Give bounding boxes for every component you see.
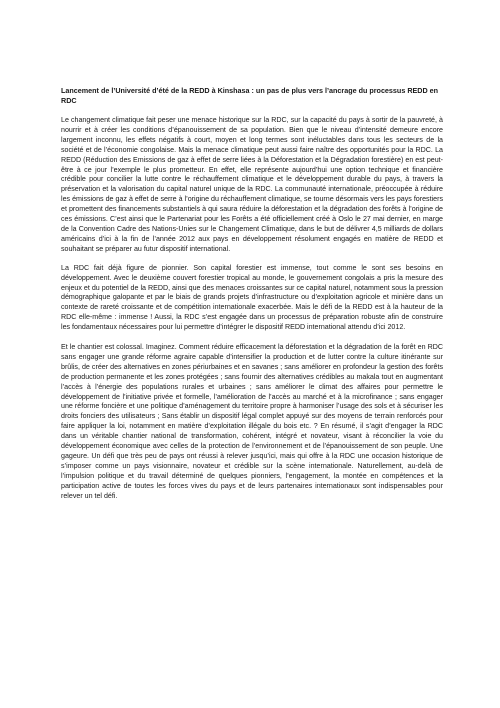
paragraph-1: Le changement climatique fait peser une menace historique sur la RDC, sur la capacité du pays à sortir de la pauvreté, à nourrir et à créer les conditions d’épanouissement de sa population. Bien que le niveau d’intensité demeure encore largement inconnu, les effets négatifs à court, moyen et long termes sont inéluctables dans tous les secteurs de la société et de l’économie congolaise. Mais la menace climatique peut aussi faire naître des opportunités pour la RDC. La REDD (Réduction des Emissions de gaz à effet de serre liées à la Déforestation et la Dégradation forestière) en est peut-être à ce jour l’exemple le plus prometteur. En effet, elle représente aujourd’hui une option technique et financière crédible pour concilier la lutte contre le réchauffement climatique et le développement durable du pays, à travers la préservation et la valorisation du capital naturel unique de la RDC. La communauté internationale, préoccupée à réduire les émissions de gaz à effet de serre à l’origine du réchauffement climatique, se tourne désormais vers les pays forestiers et promettent des financements substantiels à qui saura réduire la déforestation et la dégradation des forêts à l’origine de ces émissions. C’est ainsi que le Partenariat pour les Forêts a été officiellement créé à Oslo le 27 mai dernier, en marge de la Convention Cadre des Nations-Unies sur le Changement Climatique, dans le but de délivrer 4,5 milliards de dollars américains d’ici à la fin de l’année 2012 aux pays en développement résolument engagés en matière de REDD et souhaitant se préparer au futur dispositif international. xyxy=(61,116,443,253)
paragraph-3: Et le chantier est colossal. Imaginez. Comment réduire efficacement la déforestation et la dégradation de la forêt en RDC sans engager une grande réforme agraire capable d’intensifier la production et de lutter contre la culture itinérante sur brûlis, de créer des alternatives en zones périurbaines et en savanes ; sans améliorer en profondeur la gestion des forêts de production permanente et les zones protégées ; sans fournir des alternatives crédibles au makala tout en augmentant l’accès à l’énergie des populations rurales et urbaines ; sans améliorer le climat des affaires pour permettre le développement de l’initiative privée et formelle, l’amélioration de l’accès au marché et à la microfinance ; sans engager une réforme foncière et une politique d’aménagement du territoire propre à harmoniser l’usage des sols et à sécuriser les droits fonciers des utilisateurs ; Sans établir un dispositif légal complet appuyé sur des moyens de terrain renforcés pour faire appliquer la loi, notamment en matière d’exploitation illégale du bois etc. ? En résumé, il s’agit d’engager la RDC dans un véritable chantier national de transformation, cohérent, intégré et novateur, visant à réconcilier la voie du développement économique avec celles de la protection de l’environnement et de l’épanouissement de son peuple. Une gageure. Un défi que très peu de pays ont réussi à relever jusqu’ici, mais qui offre à la RDC une occasion historique de s’imposer comme un pays visionnaire, novateur et crédible sur la scène internationale. Naturellement, au-delà de l’impulsion politique et du travail déterminé de quelques pionniers, l’engagement, la montée en compétences et la participation active de toutes les forces vives du pays et de leurs partenaires internationaux sont indispensables pour relever un tel défi. xyxy=(61,343,443,500)
document-body xyxy=(61,116,443,502)
document-title: Lancement de l’Université d’été de la REDD à Kinshasa : un pas de plus vers l’ancrage du processus REDD en RDC xyxy=(61,86,439,105)
paragraph-2: La RDC fait déjà figure de pionnier. Son capital forestier est immense, tout comme le sont ses besoins en développement. Avec le deuxième couvert forestier tropical au monde, le gouvernement congolais a pris la mesure des enjeux et du potentiel de la REDD, ainsi que des menaces croissantes sur ce capital naturel, notamment sous la pression démographique galopante et par le biais de grands projets d’infrastructure ou d’exploitation agricole et minière dans un contexte de rareté croissante et de compétition internationale exacerbée. Mais le défi de la REDD est à la hauteur de la RDC elle-même : immense ! Aussi, la RDC s’est engagée dans un processus de préparation robuste afin de construire les fondamentaux nécessaires pour lui permettre d’intégrer le dispositif REDD international attendu d’ici 2012. xyxy=(61,263,443,332)
